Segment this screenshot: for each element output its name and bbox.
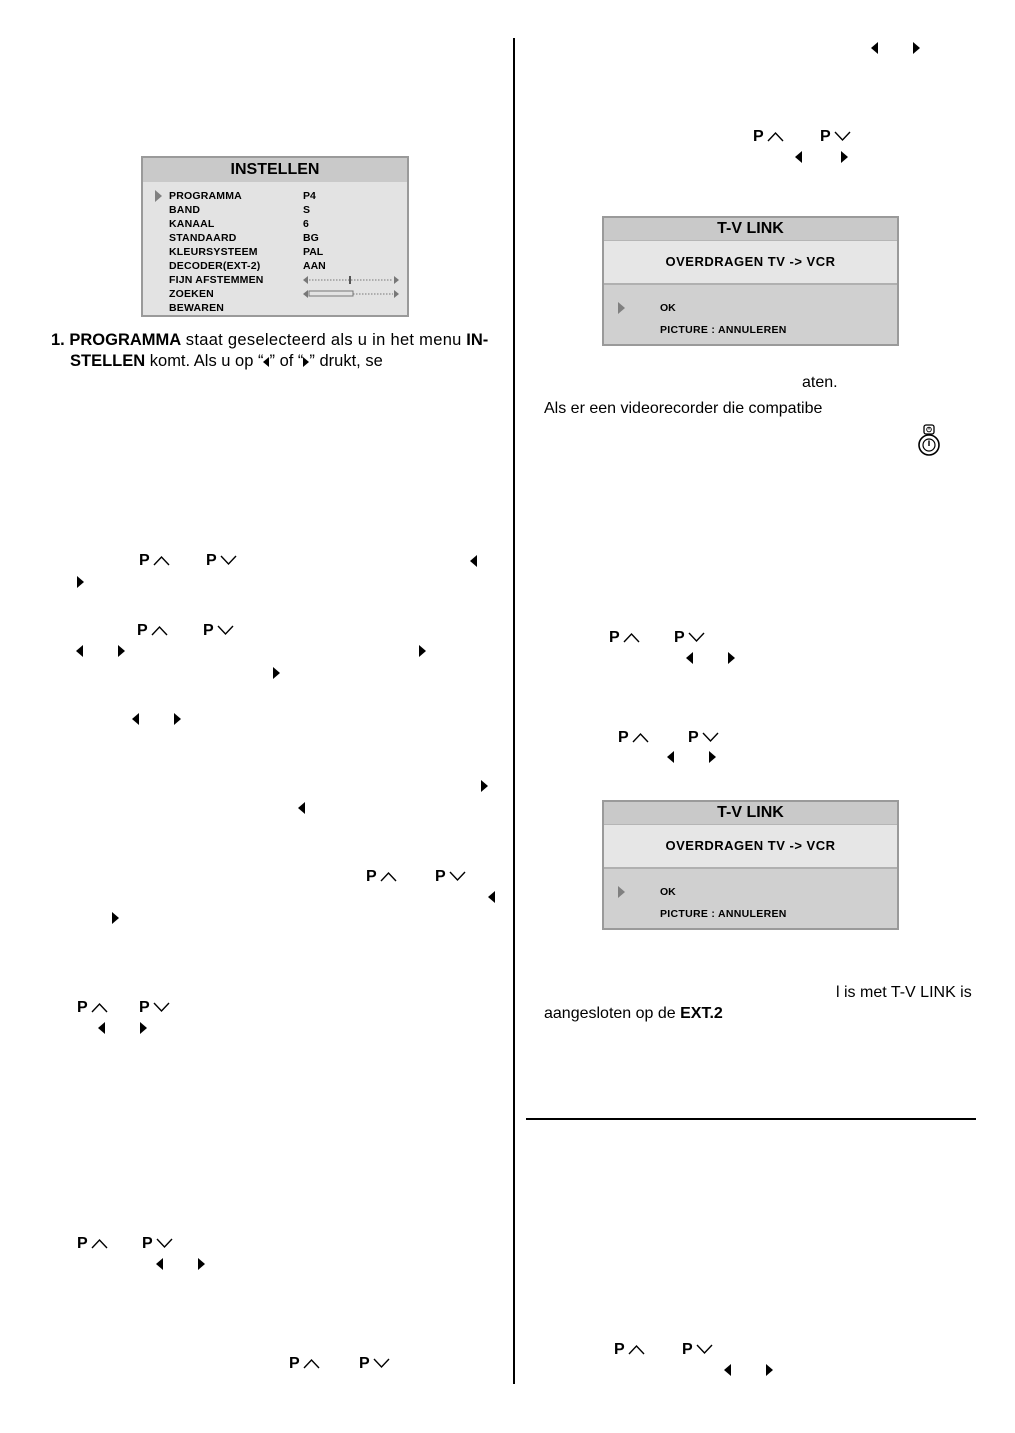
p-down-key: [142, 1235, 173, 1253]
triangle-right-icon: [77, 576, 84, 588]
triangle-left-icon: [156, 1258, 163, 1270]
ok-option[interactable]: OK: [660, 886, 676, 898]
p-down-key: [435, 868, 466, 886]
p-key-label: P: [609, 629, 620, 646]
menu-row-label: DECODER(EXT-2): [169, 260, 261, 272]
p-key-label: P: [289, 1355, 300, 1372]
ext2-keyword: EXT.2: [680, 1005, 723, 1022]
p-key-label: P: [77, 999, 88, 1016]
p-key-label: P: [366, 868, 377, 885]
triangle-right-icon: [198, 1258, 205, 1270]
p-key-label: P: [206, 552, 217, 569]
selection-pointer-icon: [618, 886, 625, 898]
p-up-key: [289, 1355, 320, 1373]
p-up-key: [614, 1341, 645, 1359]
triangle-right-icon: [118, 645, 125, 657]
p-key-label: P: [618, 729, 629, 746]
chevron-down-icon: [696, 1344, 713, 1355]
p-key-label: P: [359, 1355, 370, 1372]
instellen-keyword: STELLEN: [70, 352, 146, 370]
item1-text-4: ” drukt, se: [309, 352, 383, 370]
menu-row-label: ZOEKEN: [169, 288, 214, 300]
p-up-key: [77, 1235, 108, 1253]
triangle-right-icon: [709, 751, 716, 763]
triangle-left-icon: [686, 652, 693, 664]
chevron-up-icon: [151, 625, 168, 636]
selection-pointer-icon: [155, 190, 162, 202]
p-down-key: [139, 999, 170, 1017]
menu-row-label: KLEURSYSTEEM: [169, 246, 258, 258]
triangle-left-icon: [76, 645, 83, 657]
item1-line2: [70, 351, 383, 371]
triangle-left-icon: [667, 751, 674, 763]
selection-pointer-icon: [618, 302, 625, 314]
item-number: 1.: [51, 331, 65, 349]
p-down-key: [206, 552, 237, 570]
p-down-key: [682, 1341, 713, 1359]
chevron-down-icon: [834, 131, 851, 142]
triangle-right-icon: [419, 645, 426, 657]
menu-row-value: P4: [303, 190, 316, 202]
p-key-label: P: [753, 128, 764, 145]
dialog-subtitle: OVERDRAGEN TV -> VCR: [604, 241, 897, 285]
triangle-right-icon: [140, 1022, 147, 1034]
p-up-key: [137, 622, 168, 640]
chevron-up-icon: [623, 632, 640, 643]
triangle-left-icon: [871, 42, 878, 54]
chevron-up-icon: [303, 1358, 320, 1369]
menu-row-label: FIJN AFSTEMMEN: [169, 274, 264, 286]
menu-row-label: PROGRAMMA: [169, 190, 242, 202]
triangle-right-icon: [174, 713, 181, 725]
p-down-key: [688, 729, 719, 747]
p-key-label: P: [77, 1235, 88, 1252]
triangle-left-icon: [795, 151, 802, 163]
menu-row-value: AAN: [303, 260, 326, 272]
chevron-up-icon: [91, 1002, 108, 1013]
picture-cancel-hint: PICTURE : ANNULEREN: [660, 324, 787, 336]
p-key-label: P: [435, 868, 446, 885]
paragraph-fragment: Als er een videorecorder die compatibe: [544, 400, 823, 417]
menu-row-label: BAND: [169, 204, 201, 216]
instellen-menu: [141, 156, 409, 317]
p-key-label: P: [137, 622, 148, 639]
p-key-label: P: [203, 622, 214, 639]
triangle-left-icon: [488, 891, 495, 903]
chevron-down-icon: [373, 1358, 390, 1369]
chevron-down-icon: [156, 1238, 173, 1249]
item1-text-3: ” of “: [269, 352, 304, 370]
chevron-down-icon: [449, 871, 466, 882]
paragraph-fragment: l is met T-V LINK is: [836, 984, 972, 1001]
chevron-down-icon: [702, 732, 719, 743]
section-rule: [526, 1118, 976, 1120]
p-down-key: [359, 1355, 390, 1373]
chevron-up-icon: [153, 555, 170, 566]
picture-cancel-hint: PICTURE : ANNULEREN: [660, 908, 787, 920]
dialog-title: T-V LINK: [604, 218, 897, 241]
menu-row-label: STANDAARD: [169, 232, 237, 244]
chevron-down-icon: [220, 555, 237, 566]
triangle-left-icon: [724, 1364, 731, 1376]
dialog-subtitle: OVERDRAGEN TV -> VCR: [604, 825, 897, 869]
triangle-right-icon: [841, 151, 848, 163]
p-up-key: [366, 868, 397, 886]
triangle-left-icon: [470, 555, 477, 567]
menu-title: INSTELLEN: [143, 158, 407, 182]
item1-text: staat geselecteerd als u in het menu: [185, 331, 462, 349]
chevron-up-icon: [91, 1238, 108, 1249]
power-button-icon: [915, 424, 943, 456]
menu-row-label: BEWAREN: [169, 302, 225, 314]
chevron-up-icon: [380, 871, 397, 882]
item1-line1: [51, 330, 488, 350]
p-down-key: [203, 622, 234, 640]
chevron-up-icon: [767, 131, 784, 142]
chevron-up-icon: [628, 1344, 645, 1355]
triangle-right-icon: [913, 42, 920, 54]
p-key-label: P: [820, 128, 831, 145]
triangle-right-icon: [273, 667, 280, 679]
triangle-right-icon: [728, 652, 735, 664]
menu-row-label: KANAAL: [169, 218, 215, 230]
paragraph-fragment: [544, 1004, 723, 1024]
p-key-label: P: [139, 552, 150, 569]
p-key-label: P: [139, 999, 150, 1016]
p-down-key: [674, 629, 705, 647]
triangle-right-icon: [481, 780, 488, 792]
chevron-down-icon: [153, 1002, 170, 1013]
menu-row-value: 6: [303, 218, 309, 230]
p-key-label: P: [674, 629, 685, 646]
p-key-label: P: [682, 1341, 693, 1358]
chevron-up-icon: [632, 732, 649, 743]
p-key-label: P: [614, 1341, 625, 1358]
triangle-right-icon: [112, 912, 119, 924]
p-key-label: P: [688, 729, 699, 746]
menu-row-value: BG: [303, 232, 319, 244]
triangle-left-icon: [298, 802, 305, 814]
column-divider: [513, 38, 515, 1384]
ok-option[interactable]: OK: [660, 302, 676, 314]
search-slider: [303, 289, 399, 299]
p-up-key: [618, 729, 649, 747]
paragraph-text: aangesloten op de: [544, 1005, 676, 1022]
paragraph-fragment: aten.: [802, 374, 838, 391]
instellen-keyword-part: IN-: [466, 331, 489, 349]
p-up-key: [609, 629, 640, 647]
tvlink-dialog: [602, 800, 899, 930]
programma-keyword: PROGRAMMA: [69, 331, 182, 349]
triangle-right-icon: [766, 1364, 773, 1376]
chevron-down-icon: [688, 632, 705, 643]
fine-tune-slider: [303, 275, 399, 285]
triangle-left-icon: [132, 713, 139, 725]
menu-row-value: PAL: [303, 246, 324, 258]
p-key-label: P: [142, 1235, 153, 1252]
menu-row-value: S: [303, 204, 311, 216]
p-down-key: [820, 128, 851, 146]
p-up-key: [139, 552, 170, 570]
dialog-title: T-V LINK: [604, 802, 897, 825]
triangle-left-icon: [98, 1022, 105, 1034]
item1-text-2: komt. Als u op “: [149, 352, 264, 370]
p-up-key: [77, 999, 108, 1017]
p-up-key: [753, 128, 784, 146]
chevron-down-icon: [217, 625, 234, 636]
tvlink-dialog: [602, 216, 899, 346]
